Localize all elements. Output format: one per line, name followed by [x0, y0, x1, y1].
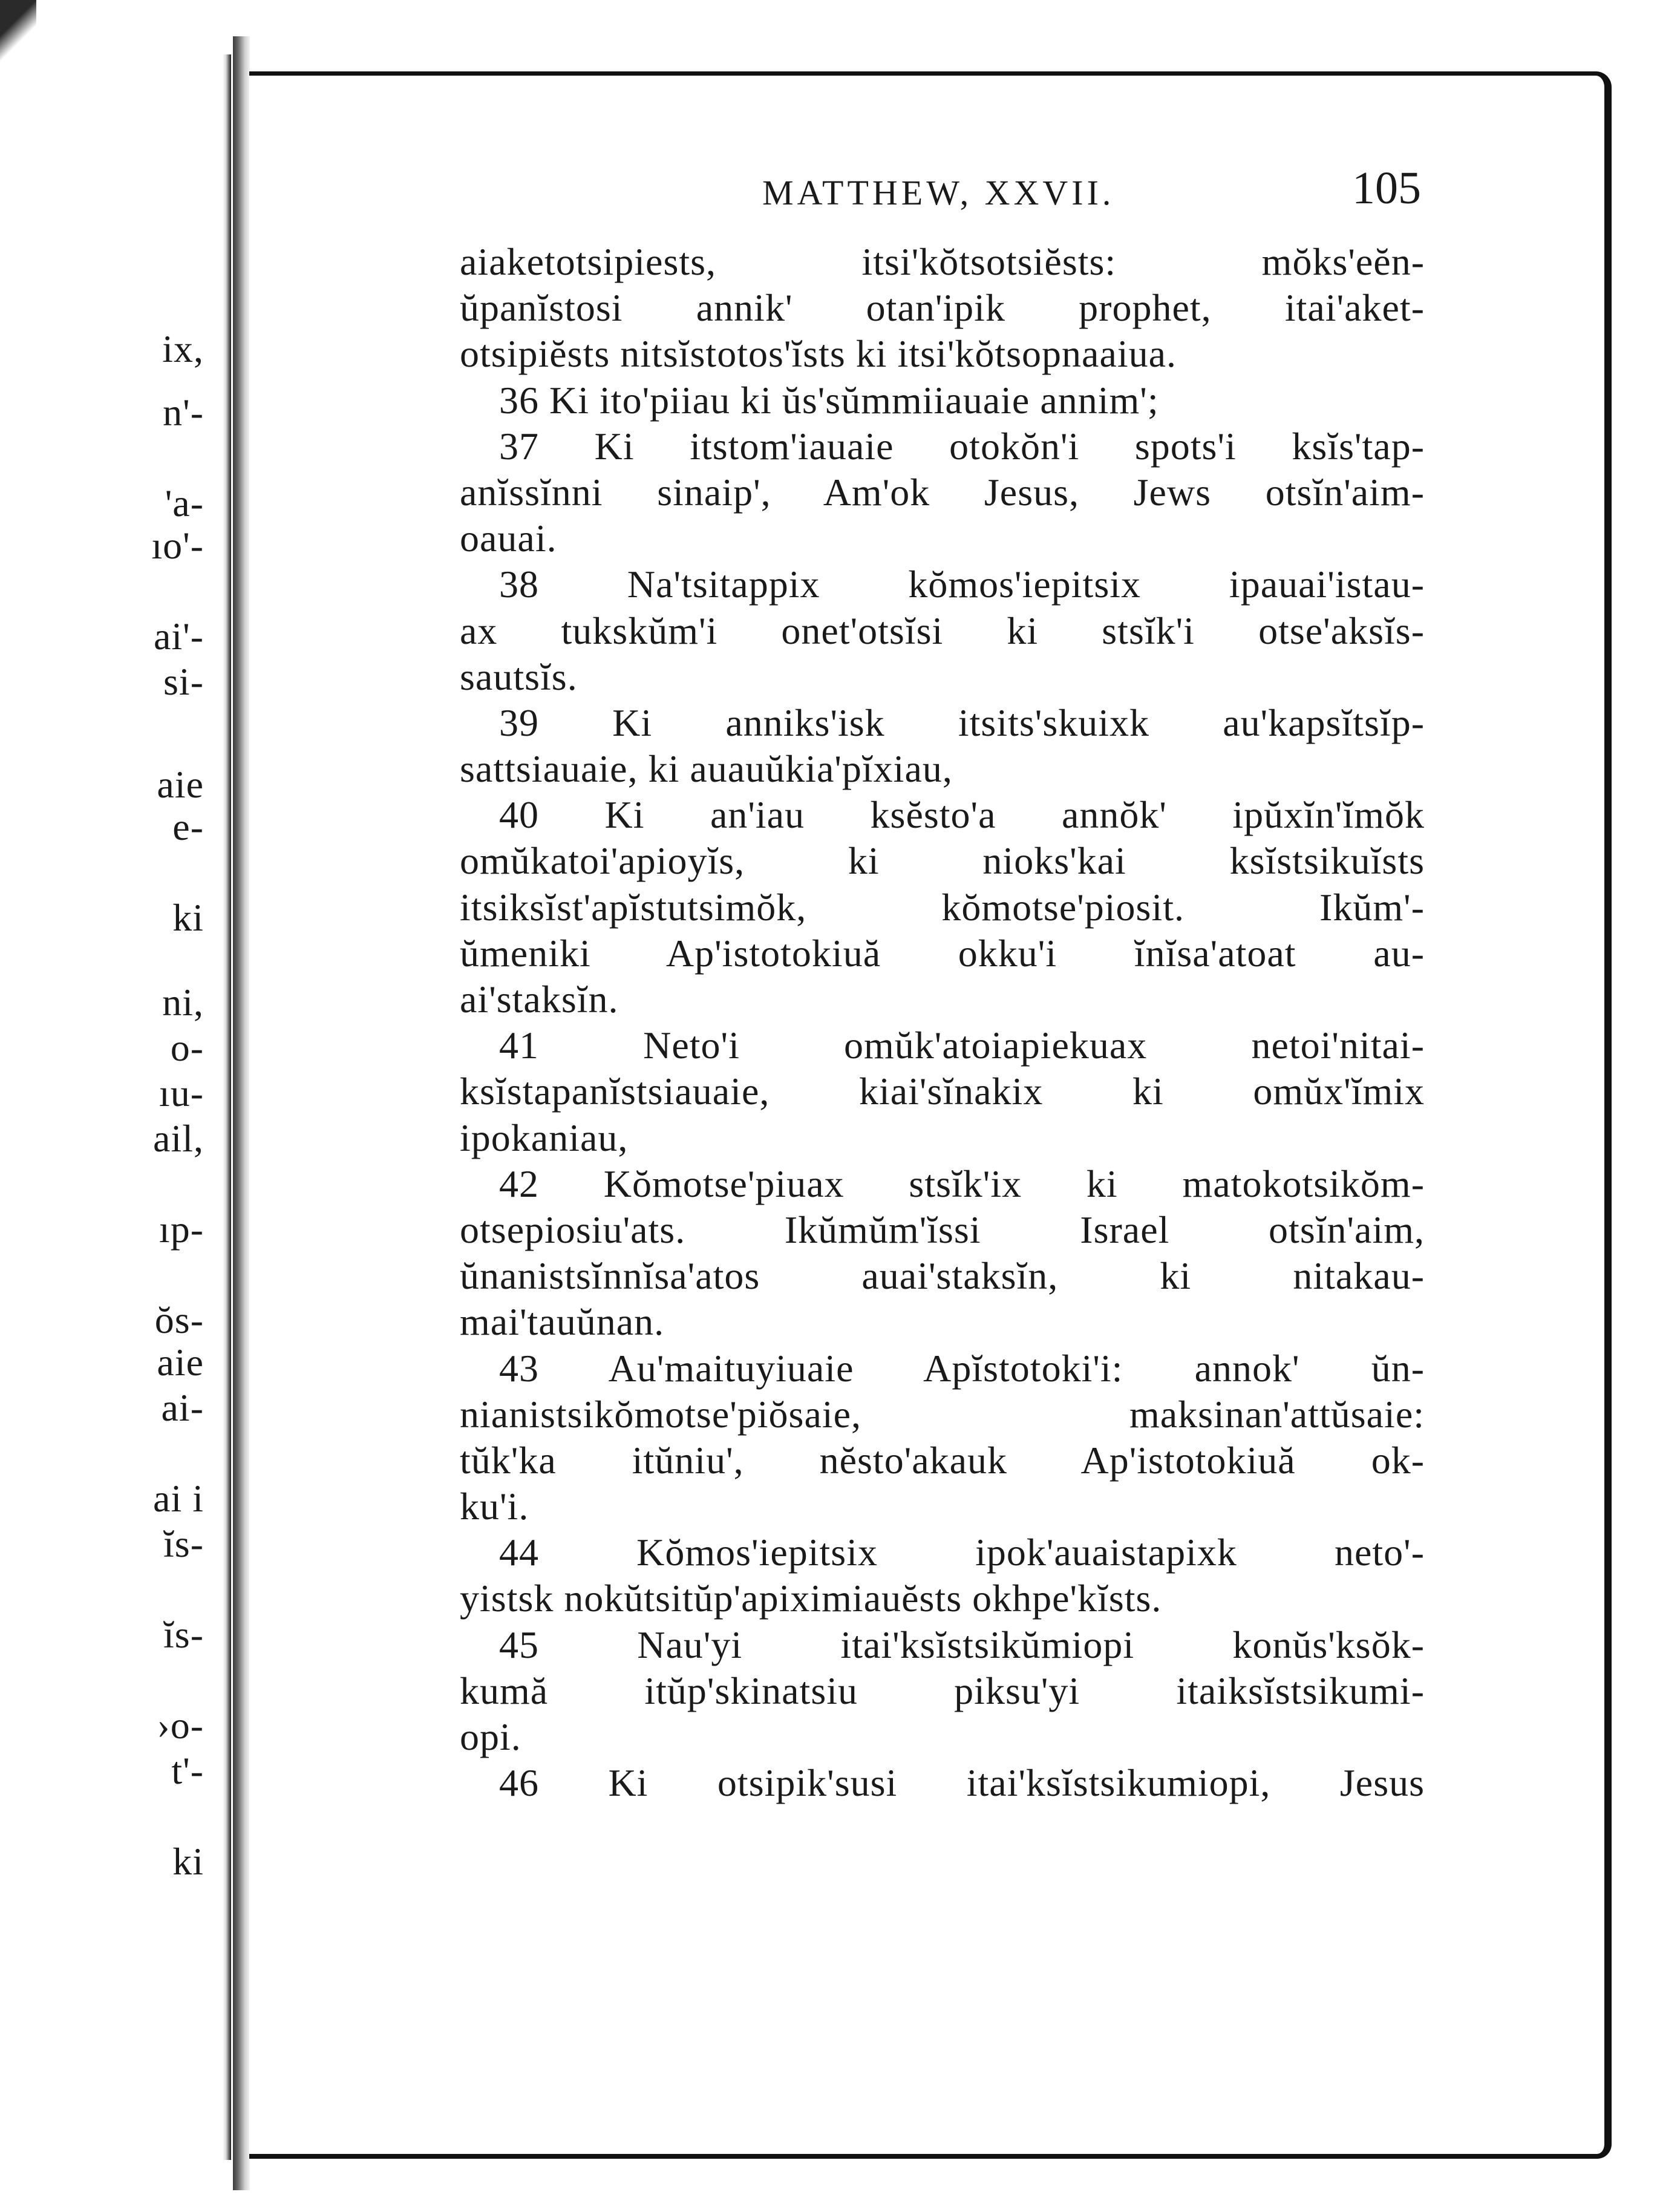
verse-line: tŭk'ka itŭniu', nĕsto'akauk Ap'istotokiuă ok-	[460, 1438, 1425, 1482]
running-title: MATTHEW, XXVII.	[762, 173, 1115, 212]
verse-line: ŭmeniki Ap'istotokiuă okku'i ĭnĭsa'atoat au-	[460, 931, 1425, 975]
verse-line: kumă itŭp'skinatsiu piksu'yi itaiksĭstsikumi-	[460, 1669, 1425, 1712]
previous-page-line-fragment: ĭs-	[163, 1522, 204, 1565]
previous-page-line-fragment: t'-	[171, 1749, 204, 1792]
verse-line: sattsiauaie, ki auauŭkia'pĭxiau,	[460, 747, 953, 791]
previous-page-line-fragment: n'-	[163, 391, 204, 434]
verse-line: ipokaniau,	[460, 1116, 629, 1159]
previous-page-line-fragment: ıp-	[158, 1208, 204, 1251]
verse-line: omŭkatoi'apioyĭs, ki nioks'kai ksĭstsikuĭsts	[460, 839, 1425, 883]
verse-line: mai'tauŭnan.	[460, 1300, 665, 1344]
previous-page-line-fragment: ĭs-	[163, 1613, 204, 1656]
verse-line: itsiksĭst'apĭstutsimŏk, kŏmotse'piosit. Ikŭm'-	[460, 885, 1425, 929]
verse-start-line: 37 Ki itstom'iauaie otokŏn'i spots'i ksĭs'tap-	[499, 424, 1425, 468]
verse-line: anĭssĭnni sinaip', Am'ok Jesus, Jews otsĭn'aim-	[460, 470, 1425, 514]
verse-line: ŭpanĭstosi annik' otan'ipik prophet, itai'aket-	[460, 286, 1425, 330]
verse-line: oauai.	[460, 517, 557, 560]
book-binding	[233, 36, 250, 2190]
verse-start-line: 40 Ki an'iau ksĕsto'a annŏk' ipŭxĭn'ĭmŏk	[499, 793, 1425, 837]
verse-line: opi.	[460, 1715, 521, 1758]
verse-line: ŭnanistsĭnnĭsa'atos auai'staksĭn, ki nitakau-	[460, 1254, 1425, 1298]
previous-page-fragment	[0, 0, 233, 2212]
verse-start-line: 44 Kŏmos'iepitsix ipok'auaistapixk neto'-	[499, 1531, 1425, 1574]
previous-page-line-fragment: 'a-	[165, 482, 204, 525]
scan-corner-shadow	[0, 0, 36, 67]
verse-line: yistsk nokŭtsitŭp'apiximiauĕsts okhpe'kĭsts.	[460, 1577, 1162, 1620]
verse-line: ax tukskŭm'i onet'otsĭsi ki stsĭk'i otse'aksĭs-	[460, 609, 1425, 652]
verse-start-line: 45 Nau'yi itai'ksĭstsikŭmiopi konŭs'ksŏk-	[499, 1623, 1425, 1666]
verse-line: otsepiosiu'ats. Ikŭmŭm'ĭssi Israel otsĭn'aim,	[460, 1208, 1425, 1251]
verse-line: ai'staksĭn.	[460, 978, 619, 1021]
previous-page-line-fragment: o-	[170, 1026, 204, 1069]
verse-line: sautsĭs.	[460, 655, 578, 698]
previous-page-line-fragment: ıo'-	[151, 524, 204, 567]
verse-line: nianistsikŏmotse'piŏsaie, maksinan'attŭsaie:	[460, 1392, 1425, 1436]
previous-page-line-fragment: ai i	[153, 1477, 204, 1520]
verse-line: ku'i.	[460, 1485, 529, 1528]
verse-line: otsipiĕsts nitsĭstotos'ĭsts ki itsi'kŏtsopnaaiua.	[460, 332, 1177, 376]
verse-start-line: 36 Ki ito'piiau ki ŭs'sŭmmiiauaie annim';	[499, 378, 1159, 422]
previous-page-line-fragment: si-	[163, 660, 204, 703]
previous-page-line-fragment: ai'-	[153, 615, 204, 658]
previous-page-line-fragment: ki	[172, 896, 204, 939]
previous-page-line-fragment: ni,	[162, 981, 204, 1024]
previous-page-line-fragment: ıu-	[158, 1072, 204, 1114]
previous-page-line-fragment: ix,	[162, 327, 204, 370]
verse-start-line: 39 Ki anniks'isk itsits'skuixk au'kapsĭtsĭp-	[499, 701, 1425, 744]
page-gutter	[223, 54, 231, 2160]
previous-page-line-fragment: ›o-	[157, 1704, 204, 1747]
previous-page-line-fragment: aie	[157, 763, 204, 806]
verse-start-line: 41 Neto'i omŭk'atoiapiekuax netoi'nitai-	[499, 1024, 1425, 1067]
verse-line: aiaketotsipiests, itsi'kŏtsotsiĕsts: mŏks'eĕn-	[460, 240, 1425, 283]
previous-page-line-fragment: aie	[157, 1341, 204, 1384]
verse-start-line: 42 Kŏmotse'piuax stsĭk'ix ki matokotsikŏm-	[499, 1162, 1425, 1205]
verse-start-line: 38 Na'tsitappix kŏmos'iepitsix ipauai'istau-	[499, 563, 1425, 606]
verse-start-line: 43 Au'maituyiuaie Apĭstotoki'i: annok' ŭn-	[499, 1346, 1425, 1390]
verse-line: ksĭstapanĭstsiauaie, kiai'sĭnakix ki omŭx'ĭmix	[460, 1070, 1425, 1113]
previous-page-line-fragment: ki	[172, 1840, 204, 1883]
previous-page-line-fragment: ail,	[153, 1117, 204, 1160]
page-number: 105	[1352, 163, 1421, 214]
previous-page-line-fragment: ai-	[161, 1386, 204, 1429]
page-body-text	[460, 239, 1425, 1806]
previous-page-line-fragment: e-	[172, 805, 204, 848]
verse-start-line: 46 Ki otsipik'susi itai'ksĭstsikumiopi, Jesus	[499, 1761, 1425, 1805]
previous-page-line-fragment: ŏs-	[154, 1298, 204, 1341]
